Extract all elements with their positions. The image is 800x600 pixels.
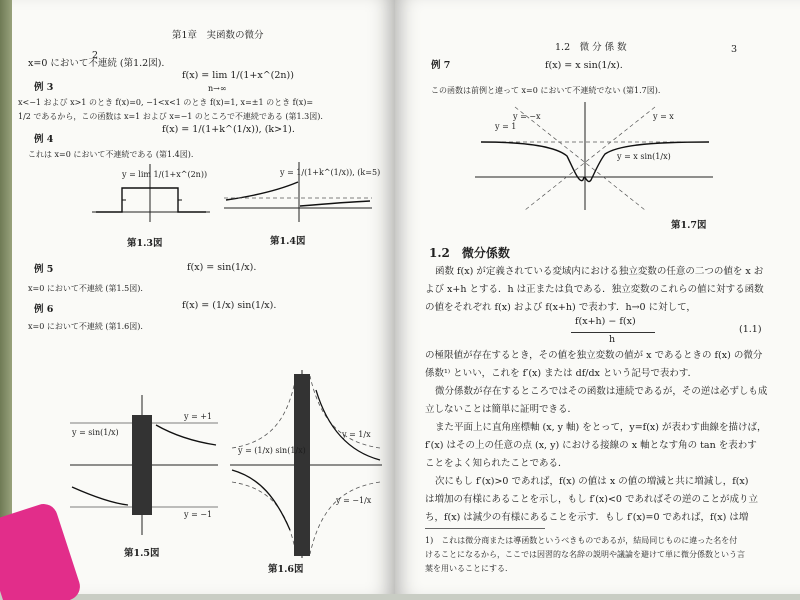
left-page: [12, 0, 395, 594]
example-3-formula: f(x) = lim 1/(1+x^(2n)): [182, 70, 294, 81]
right-page-number: 3: [731, 44, 738, 55]
fig16-curve-right: [316, 390, 380, 460]
para5-line3: ち，f(x) は減少の有様にあることを示す．もし f′(x)=0 であれば，f(x) は増: [425, 512, 749, 523]
fig16-inv-x-left-bottom: [232, 482, 296, 554]
footnote-line2: けることになるから，ここでは因習的な名辞の説明や議論を避けて単に微分係数という言: [425, 550, 745, 559]
example-3-limit-subscript: n→∞: [208, 84, 227, 93]
example-4-formula: f(x) = 1/(1+k^(1/x)), (k>1).: [162, 124, 295, 135]
fig16-curve-left: [232, 470, 290, 530]
footnote-line1: 1) これは微分商または導函数というべきものであるが，結局同じものに違った名を付: [425, 536, 738, 545]
footnote-rule: [425, 528, 545, 529]
fig15-oscillation-band: [132, 415, 152, 515]
fig17-label-neg-x: y = −x: [513, 112, 541, 121]
left-running-head: 第1章 実函数の微分: [172, 30, 264, 41]
fig15-curve-right: [156, 425, 216, 445]
fig16-neg-label: y = −1/x: [336, 496, 372, 505]
left-line-discontinuity: x=0 において不連続 (第1.2図).: [28, 58, 165, 69]
para3-line1: 微分係数が存在するところではその函数は連続であるが，その逆は必ずしも成: [435, 386, 768, 397]
fig13-inner-formula: y = lim 1/(1+x^(2n)): [122, 170, 208, 179]
example-7-text: この函数は前例と違って x=0 において不連続でない (第1.7図).: [431, 86, 661, 95]
example-6-text: x=0 において不連続 (第1.6図).: [28, 322, 143, 331]
example-5-text: x=0 において不連続 (第1.5図).: [28, 284, 143, 293]
example-4-text: これは x=0 において不連続である (第1.4図).: [28, 150, 194, 159]
right-running-head: 1.2 微 分 係 数: [555, 42, 627, 53]
para1-line2: よび x+h とする．h は正または負である．独立変数のこれらの値に対する函数: [425, 284, 764, 295]
example-3-text-1: x<−1 および x>1 のとき f(x)=0, −1<x<1 のとき f(x)=1, x=±1 のとき f(x)=: [18, 98, 314, 107]
fig15-curve-left: [72, 487, 128, 505]
fig14-inner-formula: y = 1/(1+k^(1/x)), (k=5): [280, 168, 381, 177]
fig16-caption: 第1.6図: [268, 564, 304, 575]
fig15-plus-one-label: y = +1: [184, 412, 213, 421]
fig17-label-y1: y = 1: [495, 122, 517, 131]
fig15-func-label: y = sin(1/x): [72, 428, 119, 437]
para5-line2: は増加の有様にあることを示し，もし f′(x)<0 であればその逆のことが成り立: [425, 494, 758, 505]
fig14-curve-right: [300, 201, 370, 206]
equation-number: (1.1): [739, 324, 762, 335]
footnote-line3: 葉を用いることにする．: [425, 564, 513, 573]
para1-line3: の値をそれぞれ f(x) および f(x+h) で表わす．h→0 に対して，: [425, 302, 696, 313]
right-page: [395, 0, 800, 594]
para4-line3: ことをよく知られたことである．: [425, 458, 568, 469]
example-3-text-2: 1/2 であるから，この函数は x=1 および x=−1 のところで不連続である (第1.3図).: [18, 112, 323, 121]
fig17-func-label: y = x sin(1/x): [617, 152, 671, 161]
para5-line1: 次にもし f′(x)>0 であれば，f(x) の値は x の値の増減と共に増減し，f(x): [435, 476, 749, 487]
fig13-caption: 第1.3図: [127, 238, 163, 249]
figure-1-6: [230, 370, 385, 560]
figure-1-7: [475, 102, 715, 212]
equation-numerator: f(x+h) − f(x): [575, 316, 636, 327]
para2-line1: の極限値が存在するとき，その値を独立変数の値が x であるときの f(x) の微分: [425, 350, 763, 361]
fig15-caption: 第1.5図: [124, 548, 160, 559]
fig17-curve: [481, 142, 709, 182]
fig16-func-label: y = (1/x) sin(1/x): [238, 446, 306, 455]
example-3-label: 例 3: [34, 82, 54, 93]
para2-line2: 係数¹⁾ といい，これを f′(x) または df/dx という記号で表わす．: [425, 368, 698, 379]
book-cover-edge: [0, 0, 12, 600]
para3-line2: 立しないことは簡単に証明できる．: [425, 404, 578, 415]
example-4-label: 例 4: [34, 134, 54, 145]
left-page-number: 2: [92, 50, 99, 61]
example-7-label: 例 7: [431, 60, 451, 71]
example-6-label: 例 6: [34, 304, 54, 315]
example-6-formula: f(x) = (1/x) sin(1/x).: [182, 300, 277, 311]
para4-line2: f′(x) はその上の任意の点 (x, y) における接線の x 軸となす角の tan を表わす: [425, 440, 757, 451]
para1-line1: 函数 f(x) が定義されている変域内における独立変数の任意の二つの値を x お: [435, 266, 764, 277]
section-title: 1.2 微分係数: [429, 246, 510, 260]
fig13-curve: [96, 188, 206, 212]
equation-fraction-bar: [571, 332, 655, 333]
example-5-formula: f(x) = sin(1/x).: [187, 262, 257, 273]
fig17-label-pos-x: y = x: [653, 112, 674, 121]
fig16-oscillation-band: [294, 374, 310, 556]
fig14-curve-left: [226, 182, 298, 200]
fig17-caption: 第1.7図: [671, 220, 707, 231]
fig16-inv-x-right-bottom: [310, 482, 380, 554]
fig16-pos-label: y = 1/x: [342, 430, 371, 439]
fig14-caption: 第1.4図: [270, 236, 306, 247]
equation-denominator: h: [609, 334, 616, 345]
para4-line1: また平面上に直角座標軸 (x, y 軸) をとって，y=f(x) が表わす曲線を描けば，: [435, 422, 767, 433]
example-5-label: 例 5: [34, 264, 54, 275]
example-7-formula: f(x) = x sin(1/x).: [545, 60, 623, 71]
fig15-minus-one-label: y = −1: [184, 510, 213, 519]
fig16-inv-x-left-top: [232, 376, 296, 448]
